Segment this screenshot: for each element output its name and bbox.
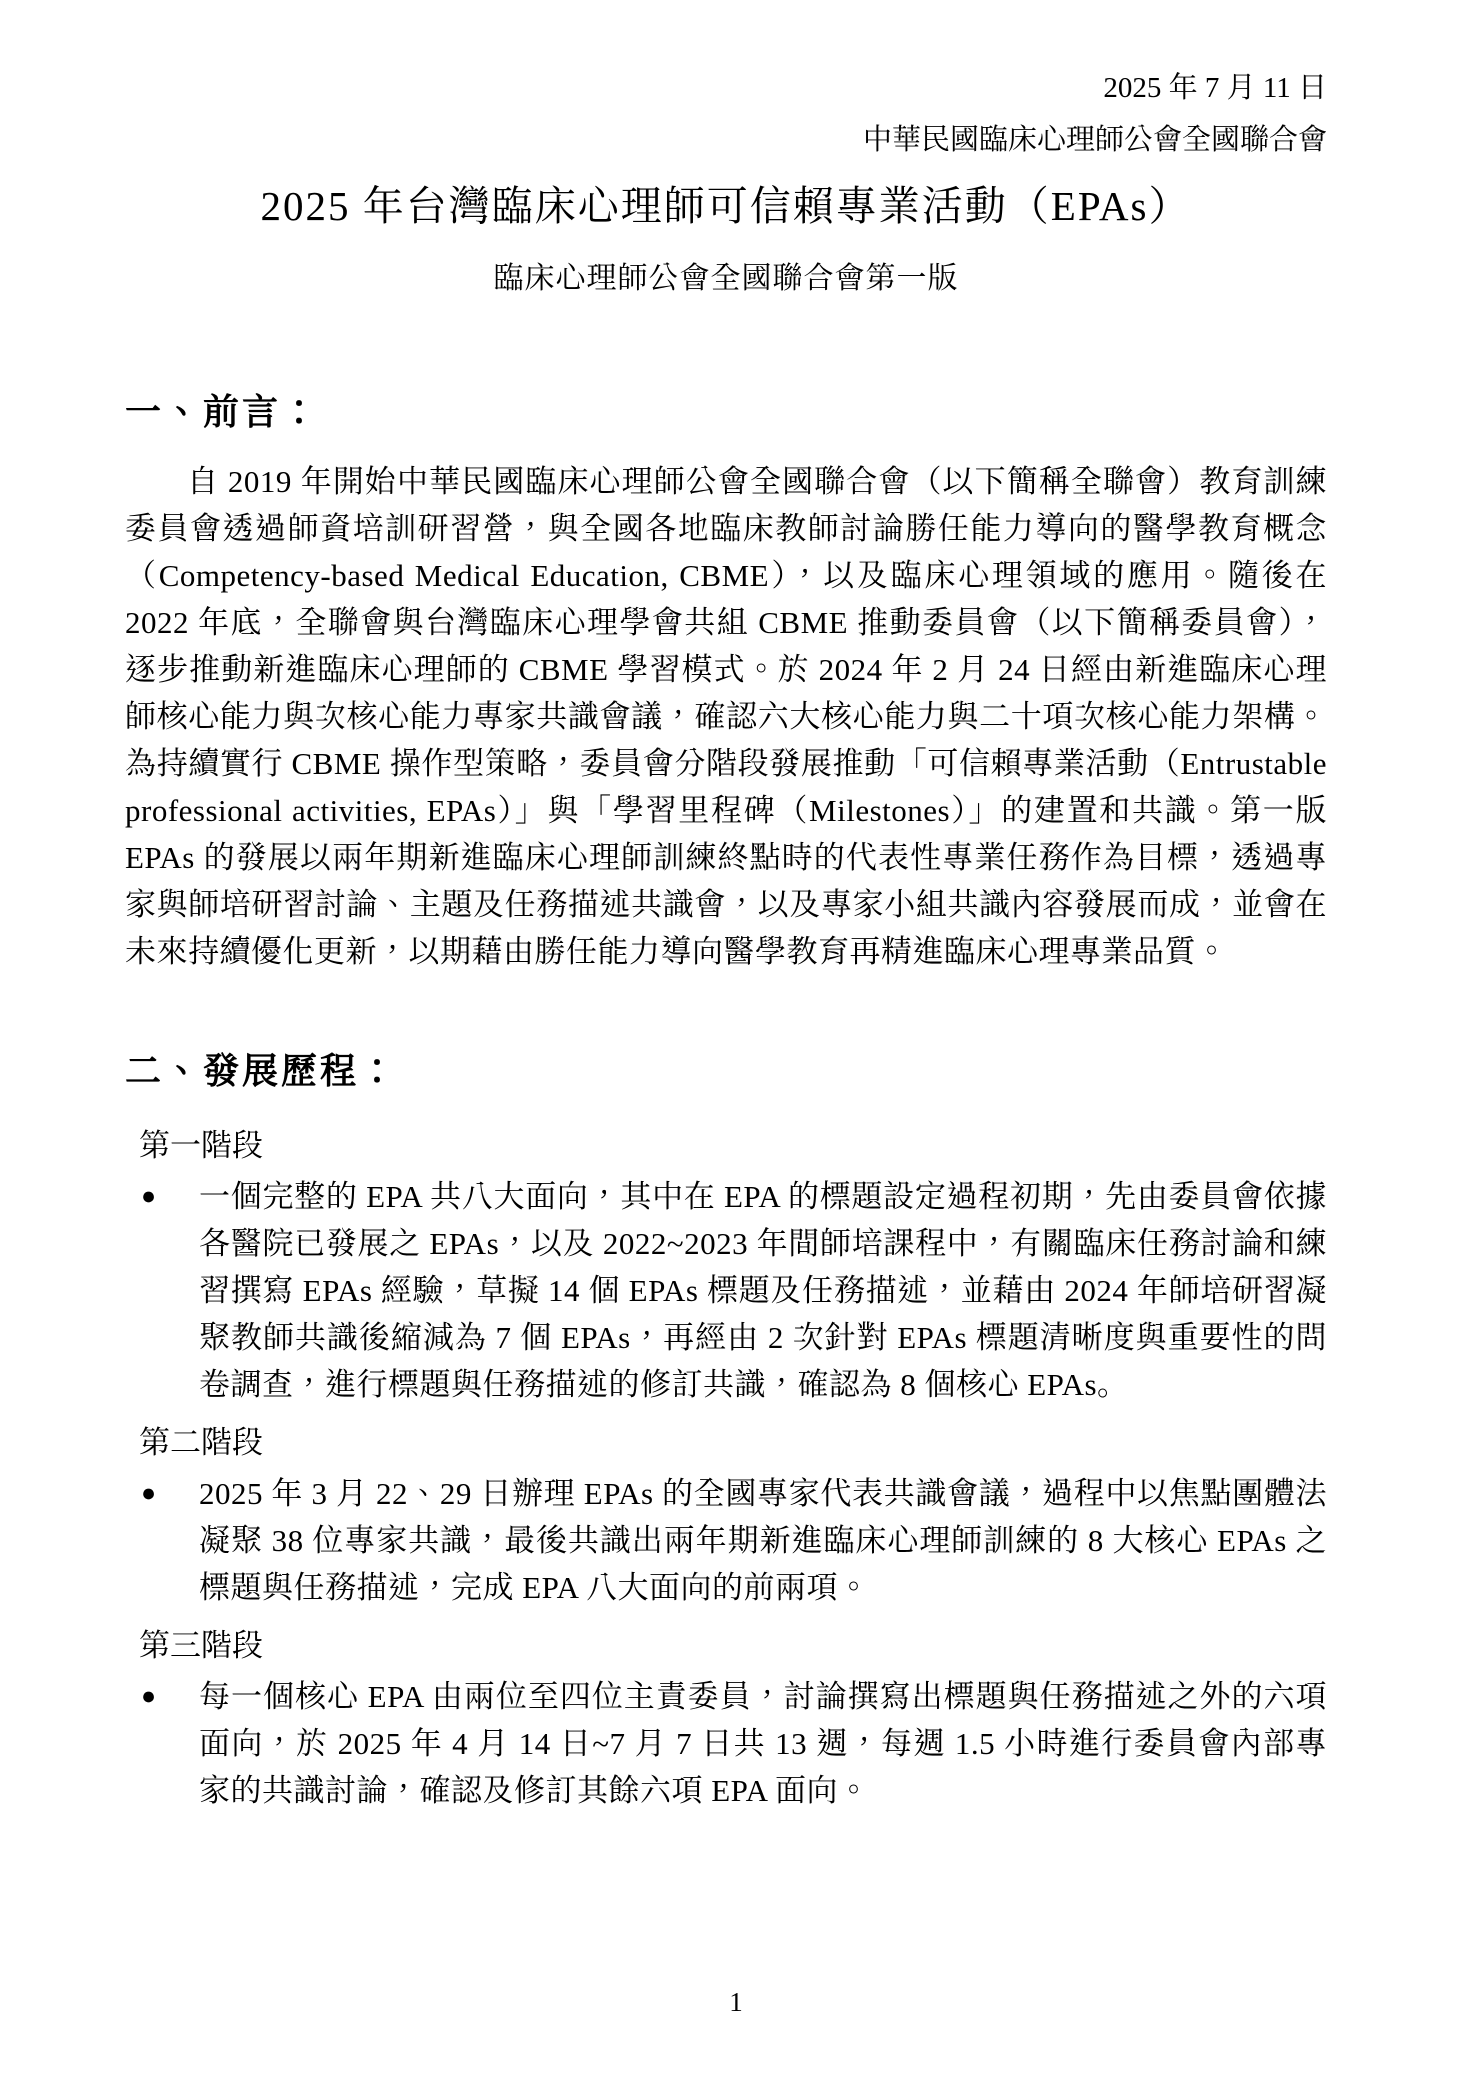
organization-line: 中華民國臨床心理師公會全國聯合會	[862, 124, 1327, 156]
stage-bullet-text-3: 每一個核心 EPA 由兩位至四位主責委員，討論撰寫出標題與任務描述之外的六項面向，於 2025 年 4 月 14 日~7 月 7 日共 13 週，每週 1.5 小時進行委員會內部專家的共識討論，確認及修訂其餘六項 EPA 面向。	[199, 1679, 1327, 1808]
preface-paragraph: 自 2019 年開始中華民國臨床心理師公會全國聯合會（以下簡稱全聯會）教育訓練委員會透過師資培訓研習營，與全國各地臨床教師討論勝任能力導向的醫學教育概念（Competency-based Medical Education, CBME），以及臨床心理領域的應用。隨後在 2022 年底，全聯會與台灣臨床心理學會共組 CBME 推動委員會（以下簡稱委員會），逐步推動新進臨床心理師的 CBME 學習模式。於 2024 年 2 月 24 日經由新進臨床心理師核心能力與次核心能力專家共識會議，確認六大核心能力與二十項次核心能力架構。為持續實行 CBME 操作型策略，委員會分階段發展推動「可信賴專業活動（Entrustable professional activities, EPAs）」與「學習里程碑（Milestones）」的建置和共識。第一版 EPAs 的發展以兩年期新進臨床心理師訓練終點時的代表性專業任務作為目標，透過專家與師培研習討論、主題及任務描述共識會，以及專家小組共識內容發展而成，並會在未來持續優化更新，以期藉由勝任能力導向醫學教育再精進臨床心理專業品質。	[125, 464, 1327, 969]
stage-bullet-2	[125, 1470, 1327, 1611]
stage-bullet-3	[125, 1673, 1327, 1814]
stage-bullet-1	[125, 1173, 1327, 1408]
stage-label-1: 第一階段	[139, 1128, 263, 1163]
stage-bullet-text-2: 2025 年 3 月 22、29 日辦理 EPAs 的全國專家代表共識會議，過程中以焦點團體法凝聚 38 位專家共識，最後共識出兩年期新進臨床心理師訓練的 8 大核心 EPAs 之標題與任務描述，完成 EPA 八大面向的前兩項。	[199, 1476, 1327, 1605]
document-title: 2025 年台灣臨床心理師可信賴專業活動（EPAs）	[260, 183, 1192, 229]
stage-bullet-text-1: 一個完整的 EPA 共八大面向，其中在 EPA 的標題設定過程初期，先由委員會依據各醫院已發展之 EPAs，以及 2022~2023 年間師培課程中，有關臨床任務討論和練習撰寫 EPAs 經驗，草擬 14 個 EPAs 標題及任務描述，並藉由 2024 年師培研習凝聚教師共識後縮減為 7 個 EPAs，再經由 2 次針對 EPAs 標題清晰度與重要性的問卷調查，進行標題與任務描述的修訂共識，確認為 8 個核心 EPAs。	[199, 1179, 1327, 1402]
stage-label-2: 第二階段	[139, 1425, 263, 1460]
section-heading-development: 二、發展歷程：	[125, 1051, 399, 1091]
bullet-icon: ●	[141, 1183, 157, 1210]
section-heading-preface: 一、前言：	[125, 392, 321, 432]
stage-label-3: 第三階段	[139, 1628, 263, 1663]
date-line: 2025 年 7 月 11 日	[1103, 72, 1327, 104]
bullet-icon: ●	[141, 1683, 157, 1710]
bullet-icon: ●	[141, 1480, 157, 1507]
document-subtitle: 臨床心理師公會全國聯合會第一版	[493, 262, 959, 295]
page-number: 1	[729, 1987, 743, 2017]
